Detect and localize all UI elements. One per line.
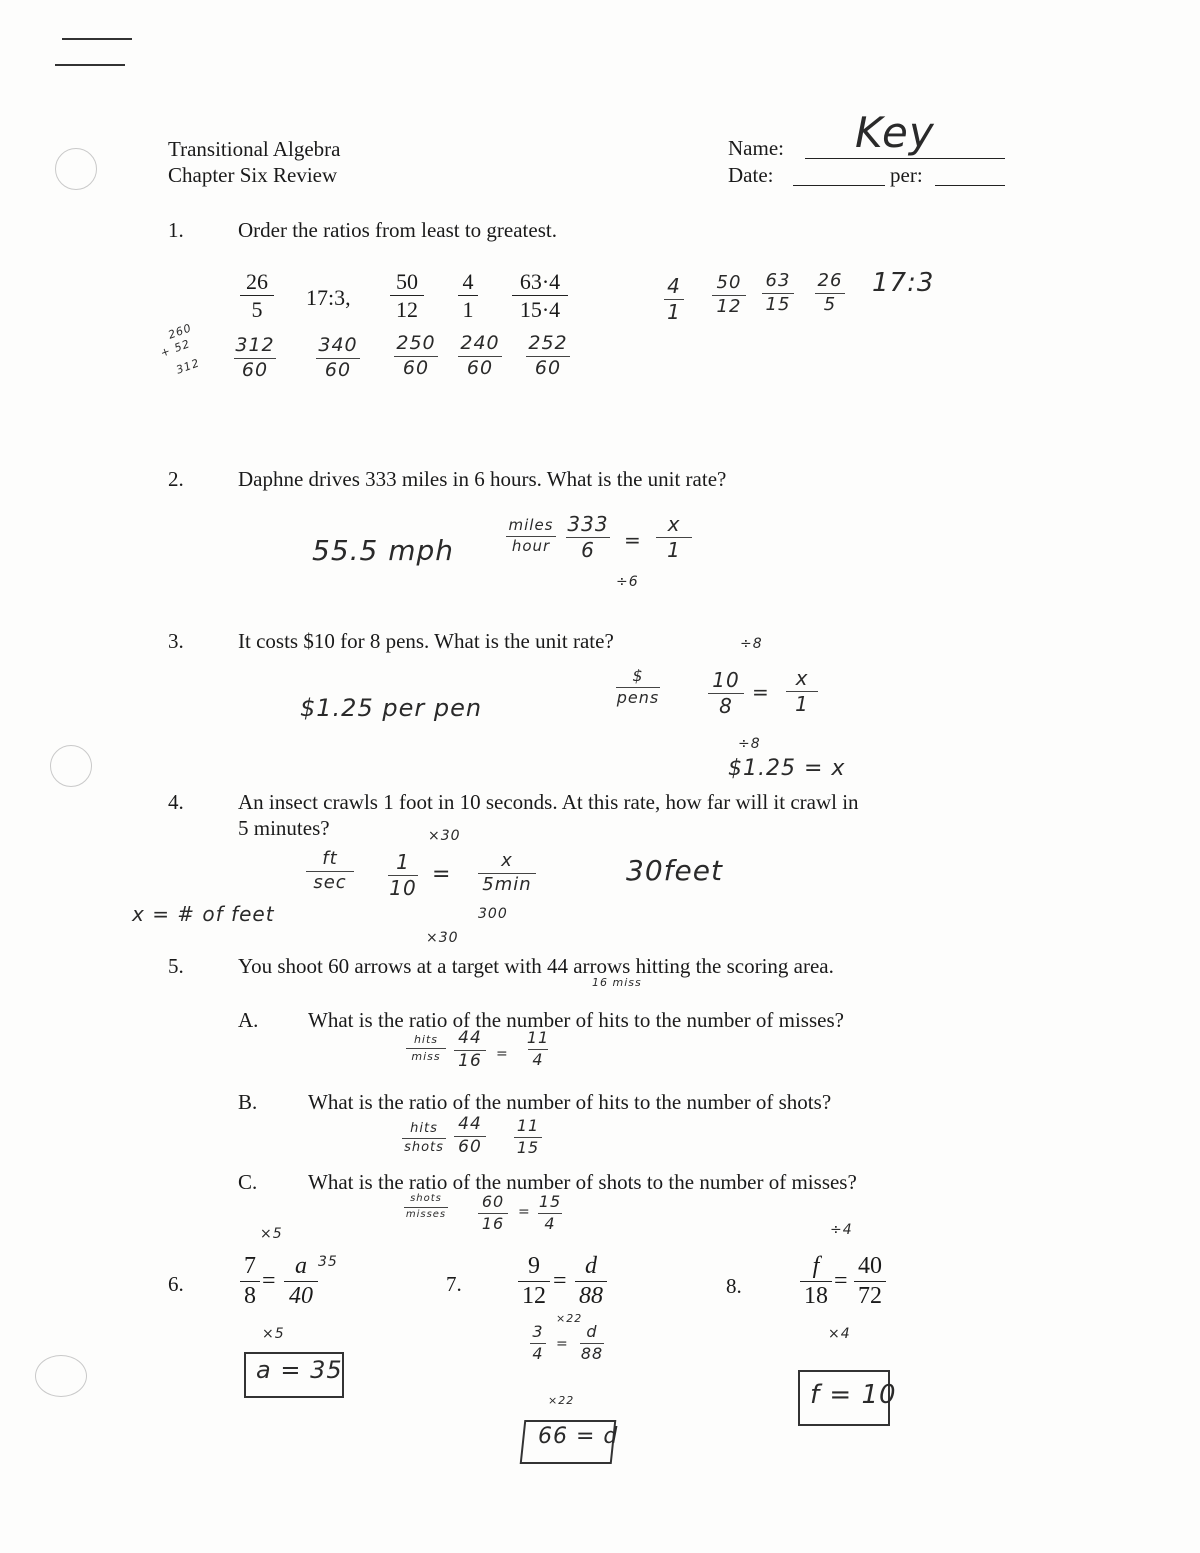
- q5a-letter: A.: [238, 1008, 259, 1032]
- q3-unit-fraction: x 1: [786, 668, 818, 715]
- course-title: Transitional Algebra: [168, 137, 341, 161]
- q7-operation-bottom: ×22: [548, 1394, 575, 1407]
- q5b-question: What is the ratio of the number of hits to the number of shots?: [308, 1090, 832, 1114]
- q1-work-2: 340 60: [316, 336, 360, 381]
- q4-converted-seconds: 300: [478, 906, 508, 922]
- q7-right-fraction: d 88: [575, 1254, 607, 1309]
- binder-hole-middle: [50, 745, 92, 787]
- q1-answer-3: 63 15: [762, 272, 794, 315]
- q4-answer: 30feet: [626, 854, 723, 887]
- binder-hole-bottom: [35, 1355, 87, 1397]
- q1-answer-2: 50 12: [712, 274, 746, 317]
- q3-rate-fraction: 10 8: [708, 670, 744, 717]
- q3-operation-top: ÷8: [740, 636, 763, 652]
- q1-prompt: Order the ratios from least to greatest.: [238, 218, 557, 242]
- q2-operation: ÷6: [616, 574, 639, 590]
- q4-equals: =: [432, 862, 452, 887]
- q8-operation-top: ÷4: [830, 1222, 853, 1238]
- q7-left-fraction: 9 12: [518, 1254, 550, 1309]
- q2-number: 2.: [168, 467, 184, 491]
- name-line: [805, 158, 1005, 159]
- q3-result: $1.25 = x: [728, 756, 846, 781]
- q7-simplified-equals: =: [556, 1336, 569, 1352]
- q5b-answer: 11 15: [514, 1118, 542, 1157]
- name-label: Name:: [728, 136, 784, 160]
- q3-operation-bottom: ÷8: [738, 736, 761, 752]
- q8-number: 8.: [726, 1274, 742, 1298]
- q8-equals: =: [834, 1268, 848, 1294]
- q6-operation-top: ×5: [260, 1226, 283, 1242]
- per-label: per:: [890, 163, 923, 187]
- q6-equals: =: [262, 1268, 276, 1294]
- q7-simplified-left: 3 4: [530, 1324, 546, 1363]
- q5-miss-note: 16 miss: [592, 976, 642, 989]
- q3-equals: =: [752, 680, 770, 704]
- q4-units: ft sec: [306, 850, 354, 893]
- date-line: [793, 185, 885, 186]
- chapter-title: Chapter Six Review: [168, 163, 338, 187]
- q1-work-5: 252 60: [526, 334, 570, 379]
- q2-units: miles hour: [506, 518, 556, 555]
- q5a-equals: =: [496, 1046, 509, 1062]
- q1-number: 1.: [168, 218, 184, 242]
- q2-answer: 55.5 mph: [312, 534, 455, 567]
- per-line: [935, 185, 1005, 186]
- q1-work-1: 312 60: [235, 334, 275, 381]
- q3-prompt: It costs $10 for 8 pens. What is the unit rate?: [238, 629, 614, 653]
- q6-side-note: 35: [318, 1254, 338, 1270]
- q5a-ratio: 44 16: [454, 1030, 486, 1071]
- q1-ratio-2: 17:3,: [306, 285, 351, 310]
- q3-units: $ pens: [616, 666, 660, 707]
- scan-mark-2: [55, 64, 125, 66]
- q5a-labels: hits miss: [406, 1034, 446, 1062]
- q4-operation-top: ×30: [428, 828, 461, 844]
- q5c-labels: shots misses: [405, 1193, 447, 1220]
- q4-prompt-line2: 5 minutes?: [238, 816, 330, 840]
- q6-right-fraction: a 40: [284, 1254, 318, 1309]
- q2-prompt: Daphne drives 333 miles in 6 hours. What is the unit rate?: [238, 467, 727, 491]
- q2-rate-fraction: 333 6: [567, 512, 609, 562]
- q5b-ratio: 44 60: [454, 1116, 486, 1157]
- q7-operation-top: ×22: [556, 1312, 583, 1325]
- q8-left-fraction: f 18: [800, 1254, 832, 1309]
- q6-number: 6.: [168, 1272, 184, 1296]
- q5b-labels: hits shots: [402, 1122, 446, 1154]
- q1-work-4: 240 60: [458, 334, 502, 379]
- q7-equals: =: [553, 1268, 567, 1294]
- q1-ratio-1: 26 5: [240, 270, 274, 321]
- q5c-answer: 15 4: [538, 1192, 562, 1233]
- q4-operation-bottom: ×30: [426, 930, 459, 946]
- q1-answer-1: 4 1: [664, 276, 684, 323]
- q1-answer-5: 17:3: [872, 268, 935, 298]
- q1-work-3: 250 60: [394, 334, 438, 379]
- q7-answer: 66 = d: [538, 1424, 619, 1449]
- q1-side-work-1: 260: [166, 321, 194, 342]
- q4-variable-note: x = # of feet: [132, 902, 275, 926]
- q5-prompt: You shoot 60 arrows at a target with 44 arrows hitting the scoring area.: [238, 954, 834, 978]
- q2-unit-fraction: x 1: [656, 514, 692, 561]
- q5c-ratio: 60 16: [478, 1194, 508, 1233]
- q6-left-fraction: 7 8: [240, 1254, 260, 1309]
- q1-ratio-3: 50 12: [390, 270, 424, 321]
- q5c-question: What is the ratio of the number of shots to the number of misses?: [308, 1170, 857, 1194]
- q5-number: 5.: [168, 954, 184, 978]
- q1-ratio-4: 4 1: [458, 270, 478, 321]
- q8-right-fraction: 40 72: [854, 1254, 886, 1309]
- q2-equals: =: [624, 528, 642, 552]
- q5a-question: What is the ratio of the number of hits to the number of misses?: [308, 1008, 844, 1032]
- q8-operation-bottom: ×4: [828, 1326, 851, 1342]
- q3-number: 3.: [168, 629, 184, 653]
- q1-ratio-5: 63·4 15·4: [512, 270, 568, 321]
- q4-number: 4.: [168, 790, 184, 814]
- q4-prompt-line1: An insect crawls 1 foot in 10 seconds. At this rate, how far will it crawl in: [238, 790, 859, 814]
- binder-hole-top: [55, 148, 97, 190]
- q6-operation-bottom: ×5: [262, 1326, 285, 1342]
- q5c-equals: =: [518, 1204, 531, 1220]
- q4-rate-fraction: 1 10: [389, 850, 417, 900]
- scan-mark-1: [62, 38, 132, 40]
- q5a-answer: 11 4: [526, 1028, 550, 1069]
- q1-side-work-2: + 52: [158, 337, 193, 360]
- q5b-letter: B.: [238, 1090, 258, 1114]
- q1-side-work-3: 312: [174, 356, 202, 377]
- q4-unknown-fraction: x 5min: [478, 852, 536, 895]
- q7-simplified-right: d 88: [580, 1322, 604, 1363]
- q7-number: 7.: [446, 1272, 462, 1296]
- date-label: Date:: [728, 163, 774, 187]
- q5c-letter: C.: [238, 1170, 258, 1194]
- q6-answer: a = 35: [256, 1356, 343, 1384]
- q8-answer: f = 10: [810, 1380, 897, 1410]
- name-value: Key: [855, 108, 935, 157]
- q1-answer-4: 26 5: [815, 272, 845, 315]
- q3-answer: $1.25 per pen: [300, 694, 483, 722]
